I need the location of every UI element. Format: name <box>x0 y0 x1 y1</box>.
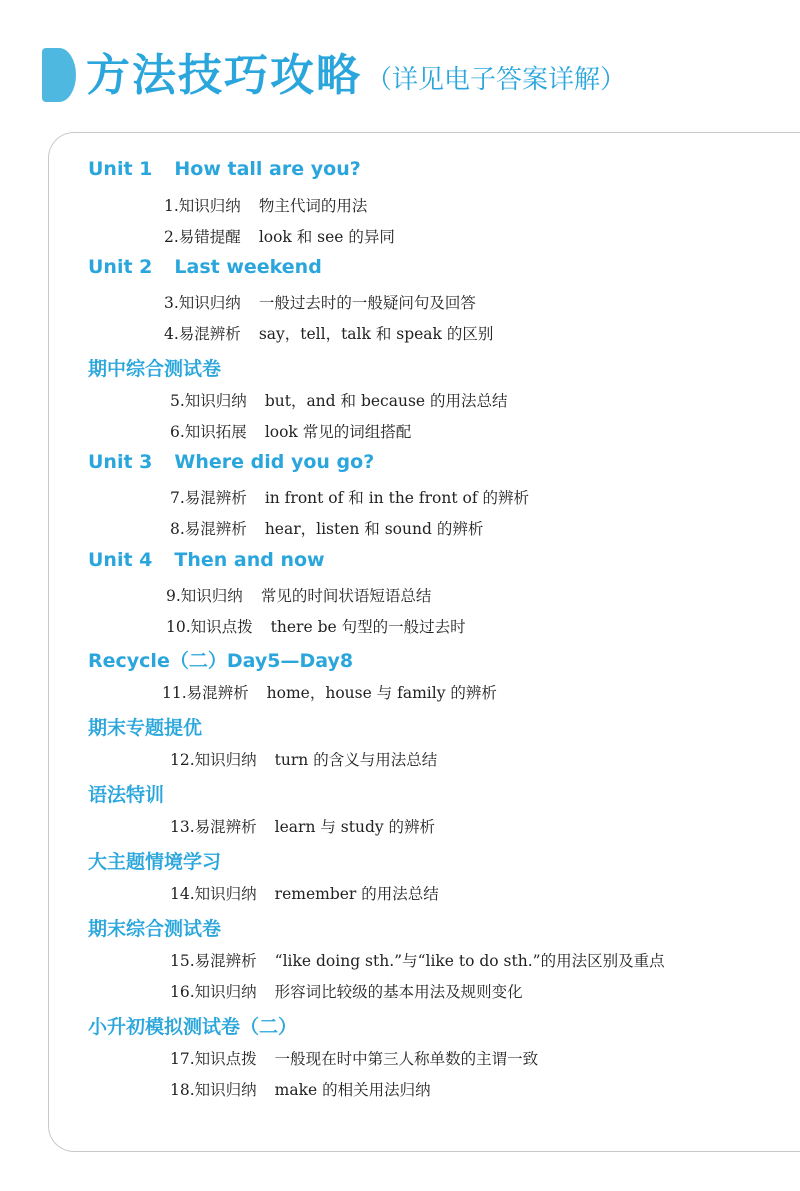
item-number: 17. <box>170 1050 195 1068</box>
item-text: remember 的用法总结 <box>274 885 439 903</box>
list-item <box>162 681 497 703</box>
item-label: 易混辨析 <box>194 952 257 970</box>
item-text: home，house 与 family 的辨析 <box>266 684 497 702</box>
item-text: learn 与 study 的辨析 <box>274 818 436 836</box>
list-item <box>170 517 483 539</box>
item-label: 知识归纳 <box>194 983 257 1001</box>
item-text: look 常见的词组搭配 <box>264 423 412 441</box>
section-title: 期末综合测试卷 <box>88 918 222 940</box>
item-number: 15. <box>170 952 195 970</box>
item-label: 知识归纳 <box>180 587 243 605</box>
item-text: turn 的含义与用法总结 <box>274 751 438 769</box>
section-heading <box>88 1012 297 1039</box>
section-title: Recycle（二）Day5—Day8 <box>88 650 354 672</box>
item-text: in front of 和 in the front of 的辨析 <box>264 489 530 507</box>
section-title: 语法特训 <box>88 784 165 806</box>
item-number: 8. <box>170 520 185 538</box>
item-number: 6. <box>170 423 185 441</box>
list-item <box>166 584 431 606</box>
item-number: 3. <box>164 294 179 312</box>
section-heading <box>88 158 361 180</box>
item-number: 10. <box>166 618 191 636</box>
item-text: there be 句型的一般过去时 <box>270 618 466 636</box>
item-text: look 和 see 的异同 <box>258 228 395 246</box>
section-unit: Unit 1 <box>88 158 153 180</box>
item-text: 形容词比较级的基本用法及规则变化 <box>274 983 523 1001</box>
list-item <box>164 194 367 216</box>
section-title: 期中综合测试卷 <box>88 358 222 380</box>
section-heading <box>88 914 221 941</box>
header-tab-marker <box>42 48 76 102</box>
list-item <box>170 949 665 971</box>
list-item <box>170 980 523 1002</box>
item-label: 知识归纳 <box>194 751 257 769</box>
section-title: 期末专题提优 <box>88 717 203 739</box>
item-label: 易混辨析 <box>184 520 247 538</box>
item-text: 常见的时间状语短语总结 <box>260 587 432 605</box>
list-item <box>164 225 395 247</box>
item-number: 18. <box>170 1081 195 1099</box>
list-item <box>164 322 493 344</box>
section-title: How tall are you? <box>174 158 361 180</box>
item-label: 易混辨析 <box>178 325 241 343</box>
list-item <box>170 389 508 411</box>
list-item <box>170 486 529 508</box>
list-item <box>170 815 435 837</box>
item-label: 易混辨析 <box>194 818 257 836</box>
section-heading <box>88 646 353 673</box>
item-text: 一般过去时的一般疑问句及回答 <box>258 294 476 312</box>
item-number: 13. <box>170 818 195 836</box>
item-number: 16. <box>170 983 195 1001</box>
section-title: Then and now <box>174 549 325 571</box>
list-item <box>170 420 411 442</box>
list-item <box>166 615 466 637</box>
item-number: 2. <box>164 228 179 246</box>
section-heading <box>88 549 325 571</box>
section-title: 大主题情境学习 <box>88 851 222 873</box>
item-text: 物主代词的用法 <box>258 197 368 215</box>
section-title: Where did you go? <box>174 451 375 473</box>
section-unit: Unit 4 <box>88 549 153 571</box>
section-heading <box>88 780 164 807</box>
item-number: 7. <box>170 489 185 507</box>
item-label: 知识归纳 <box>194 885 257 903</box>
item-label: 易混辨析 <box>186 684 249 702</box>
item-label: 知识归纳 <box>184 392 247 410</box>
list-item <box>164 291 476 313</box>
page-title: 方法技巧攻略 <box>86 50 362 101</box>
item-text: “like doing sth.”与“like to do sth.”的用法区别及重点 <box>274 952 665 970</box>
item-label: 知识点拨 <box>190 618 253 636</box>
item-label: 易混辨析 <box>184 489 247 507</box>
page-header <box>0 40 800 110</box>
item-number: 12. <box>170 751 195 769</box>
item-number: 9. <box>166 587 181 605</box>
section-heading <box>88 713 202 740</box>
item-label: 知识归纳 <box>178 197 241 215</box>
section-unit: Unit 2 <box>88 256 153 278</box>
item-label: 易错提醒 <box>178 228 241 246</box>
section-title: Last weekend <box>174 256 322 278</box>
list-item <box>170 1078 431 1100</box>
item-label: 知识点拨 <box>194 1050 257 1068</box>
section-title: 小升初模拟测试卷（二） <box>88 1016 298 1038</box>
section-heading <box>88 451 374 473</box>
item-label: 知识归纳 <box>178 294 241 312</box>
item-number: 11. <box>162 684 187 702</box>
list-item <box>170 1047 538 1069</box>
item-number: 1. <box>164 197 179 215</box>
section-heading <box>88 256 322 278</box>
item-text: but，and 和 because 的用法总结 <box>264 392 508 410</box>
item-number: 4. <box>164 325 179 343</box>
item-text: say，tell，talk 和 speak 的区别 <box>258 325 494 343</box>
list-item <box>170 748 437 770</box>
section-unit: Unit 3 <box>88 451 153 473</box>
item-text: make 的相关用法归纳 <box>274 1081 431 1099</box>
item-number: 5. <box>170 392 185 410</box>
item-number: 14. <box>170 885 195 903</box>
list-item <box>170 882 439 904</box>
item-label: 知识拓展 <box>184 423 247 441</box>
section-heading <box>88 847 221 874</box>
item-text: 一般现在时中第三人称单数的主谓一致 <box>274 1050 539 1068</box>
section-heading <box>88 354 221 381</box>
item-text: hear，listen 和 sound 的辨析 <box>264 520 484 538</box>
item-label: 知识归纳 <box>194 1081 257 1099</box>
page-subtitle: （详见电子答案详解） <box>366 65 627 95</box>
